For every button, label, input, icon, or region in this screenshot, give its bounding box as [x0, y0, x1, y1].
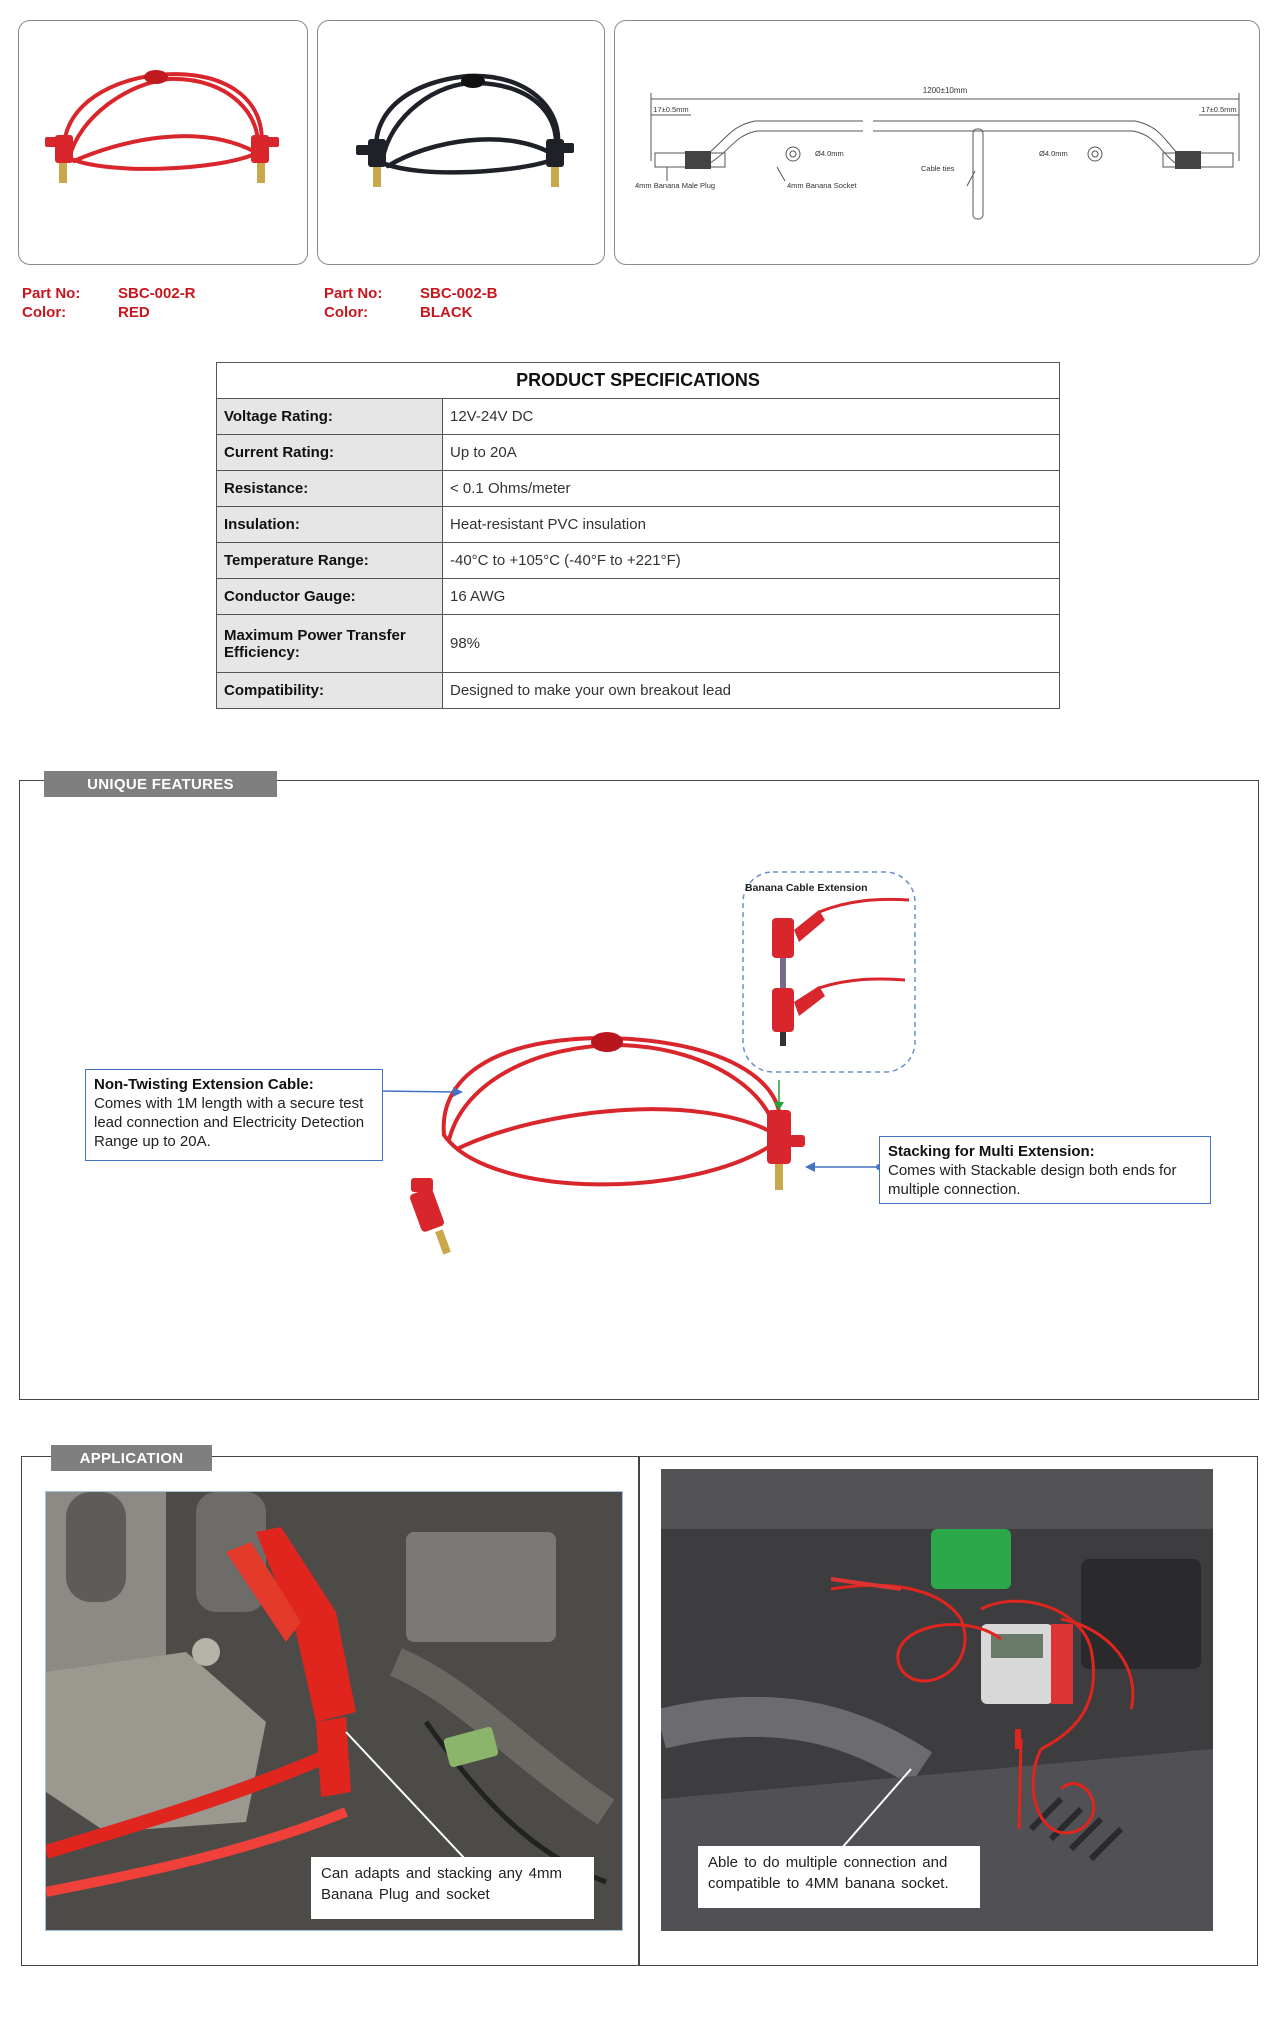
left-banana-plug [45, 135, 73, 183]
part-info-red [22, 284, 196, 322]
drawing-dia-right: Ø4.0mm [1039, 149, 1068, 158]
spec-value: 12V-24V DC [443, 399, 1060, 435]
right-banana-plug [251, 135, 279, 183]
spec-label: Insulation: [217, 507, 443, 543]
black-cable-image [318, 21, 605, 265]
red-cable-image [19, 21, 308, 265]
drawing-male-plug: 4mm Banana Male Plug [635, 181, 716, 190]
spec-label: Temperature Range: [217, 543, 443, 579]
application-caption-left: Can adapts and stacking any 4mm Banana Plug and socket [311, 1857, 594, 1919]
part-number: SBC-002-R [118, 285, 196, 302]
spec-label: Voltage Rating: [217, 399, 443, 435]
callout-title: Non-Twisting Extension Cable: [94, 1076, 314, 1093]
part-label: Part No: [22, 285, 81, 302]
drawing-tol-left: 17±0.5mm [653, 105, 689, 114]
part-number: SBC-002-B [420, 285, 498, 302]
spec-row [217, 579, 1060, 615]
spec-value: -40°C to +105°C (-40°F to +221°F) [443, 543, 1060, 579]
callout-title: Stacking for Multi Extension: [888, 1143, 1095, 1160]
spec-row [217, 435, 1060, 471]
spec-title: PRODUCT SPECIFICATIONS [217, 363, 1060, 399]
spec-value: Up to 20A [443, 435, 1060, 471]
product-photo-red [18, 20, 308, 265]
callout-text: Comes with Stackable design both ends for multiple connection. [888, 1162, 1177, 1198]
spec-label: Compatibility: [217, 673, 443, 709]
spec-label: Current Rating: [217, 435, 443, 471]
inset-frame [743, 872, 915, 1072]
drawing-dia-left: Ø4.0mm [815, 149, 844, 158]
inset-title: Banana Cable Extension [745, 882, 868, 894]
application-divider [638, 1456, 640, 1966]
drawing-cable-ties: Cable ties [921, 164, 955, 173]
spec-row [217, 471, 1060, 507]
spec-row [217, 615, 1060, 673]
spec-row [217, 507, 1060, 543]
drawing-socket: 4mm Banana Socket [787, 181, 857, 190]
unique-features-tab: UNIQUE FEATURES [44, 771, 277, 797]
callout-stacking [879, 1136, 1211, 1204]
callout-non-twisting [85, 1069, 383, 1161]
application-tab: APPLICATION [51, 1445, 212, 1471]
color-value: RED [118, 304, 150, 321]
technical-drawing [614, 20, 1260, 265]
spec-row [217, 543, 1060, 579]
drawing-length: 1200±10mm [922, 86, 968, 95]
color-value: BLACK [420, 304, 473, 321]
spec-label: Conductor Gauge: [217, 579, 443, 615]
drawing-tol-right: 17±0.5mm [1201, 105, 1237, 114]
color-label: Color: [324, 304, 369, 321]
spec-value: < 0.1 Ohms/meter [443, 471, 1060, 507]
spec-value: 16 AWG [443, 579, 1060, 615]
specifications-table [216, 362, 1060, 709]
part-info-black [324, 284, 498, 322]
color-label: Color: [22, 304, 67, 321]
spec-row [217, 673, 1060, 709]
spec-value: Designed to make your own breakout lead [443, 673, 1060, 709]
spec-label: Resistance: [217, 471, 443, 507]
spec-row [217, 399, 1060, 435]
callout-text: Comes with 1M length with a secure test lead connection and Electricity Detection Range up to 20A. [94, 1095, 365, 1150]
spec-value: 98% [443, 615, 1060, 673]
part-label: Part No: [324, 285, 383, 302]
product-photo-black [317, 20, 605, 265]
spec-label: Maximum Power Transfer Efficiency: [217, 615, 443, 673]
application-caption-right: Able to do multiple connection and compatible to 4MM banana socket. [698, 1846, 980, 1908]
spec-value: Heat-resistant PVC insulation [443, 507, 1060, 543]
